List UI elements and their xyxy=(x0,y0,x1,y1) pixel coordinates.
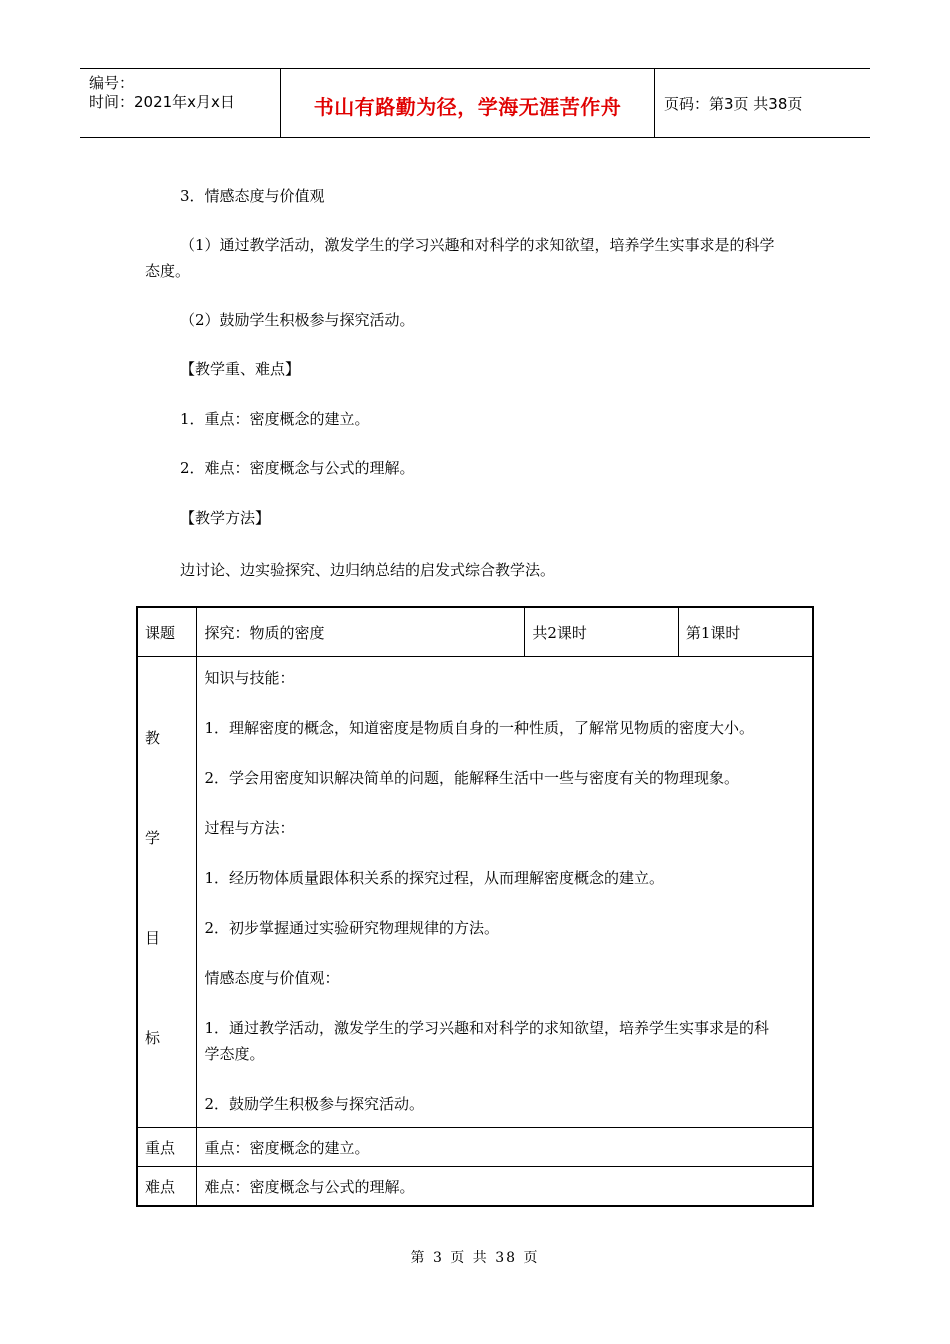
goal-item: 2．鼓励学生积极参与探究活动。 xyxy=(204,1095,425,1113)
goal-content xyxy=(197,657,813,1128)
goal-label-cell xyxy=(137,657,197,1128)
current-hour: 第1课时 xyxy=(678,607,813,657)
page-header xyxy=(80,68,870,138)
table-row xyxy=(137,607,813,657)
key-value: 重点：密度概念的建立。 xyxy=(197,1128,813,1167)
page-label: 页码：第3页 共38页 xyxy=(664,95,803,113)
table-row xyxy=(137,1167,813,1207)
motto: 书山有路勤为径，学海无涯苦作舟 xyxy=(313,95,622,119)
key-label: 重点 xyxy=(137,1128,197,1167)
diff-label: 难点 xyxy=(137,1167,197,1207)
code-label: 编号： xyxy=(89,74,135,92)
total-hours: 共2课时 xyxy=(525,607,679,657)
goal-label-char: 目 xyxy=(145,929,161,947)
goal-item: 1．理解密度的概念，知道密度是物质自身的一种性质，了解常见物质的密度大小。 xyxy=(204,719,755,737)
header-motto-cell xyxy=(280,69,655,137)
goal-label-char: 学 xyxy=(145,829,161,847)
page-footer: 第 3 页 共 38 页 xyxy=(410,1250,540,1266)
goal-label-char: 标 xyxy=(145,1029,161,1047)
table-row xyxy=(137,1128,813,1167)
goal-item: 2．初步掌握通过实验研究物理规律的方法。 xyxy=(204,919,500,937)
header-page-cell xyxy=(654,69,870,137)
section-heading: 【教学方法】 xyxy=(180,509,271,527)
method-text: 边讨论、边实验探究、边归纳总结的启发式综合教学法。 xyxy=(180,561,556,579)
section-title: 3．情感态度与价值观 xyxy=(180,187,325,205)
goal-item: 1．通过教学活动，激发学生的学习兴趣和对科学的求知欲望，培养学生实事求是的科 xyxy=(204,1019,770,1037)
paragraph-line: 态度。 xyxy=(145,262,191,280)
paragraph-line: （1）通过教学活动，激发学生的学习兴趣和对科学的求知欲望，培养学生实事求是的科学 xyxy=(180,236,775,254)
header-meta xyxy=(80,69,280,137)
goal-item: 1．经历物体质量跟体积关系的探究过程，从而理解密度概念的建立。 xyxy=(204,869,665,887)
goal-item-continued: 学态度。 xyxy=(204,1045,265,1063)
topic-label: 课题 xyxy=(137,607,197,657)
goal-label xyxy=(145,665,185,1105)
topic-value: 探究：物质的密度 xyxy=(197,607,525,657)
diff-value: 难点：密度概念与公式的理解。 xyxy=(197,1167,813,1207)
time-label: 时间：2021年x月x日 xyxy=(89,93,235,111)
goal-section-title: 过程与方法： xyxy=(204,819,295,837)
goal-section-title: 情感态度与价值观： xyxy=(204,969,340,987)
table-row xyxy=(137,657,813,1128)
goal-label-char: 教 xyxy=(145,729,161,747)
key-point: 1．重点：密度概念的建立。 xyxy=(180,410,370,428)
paragraph-line: （2）鼓励学生积极参与探究活动。 xyxy=(180,311,415,329)
lesson-plan-table xyxy=(136,606,814,1207)
difficult-point: 2．难点：密度概念与公式的理解。 xyxy=(180,459,415,477)
goal-section-title: 知识与技能： xyxy=(204,669,295,687)
goal-item: 2．学会用密度知识解决简单的问题，能解释生活中一些与密度有关的物理现象。 xyxy=(204,769,740,787)
section-heading: 【教学重、难点】 xyxy=(180,360,301,378)
